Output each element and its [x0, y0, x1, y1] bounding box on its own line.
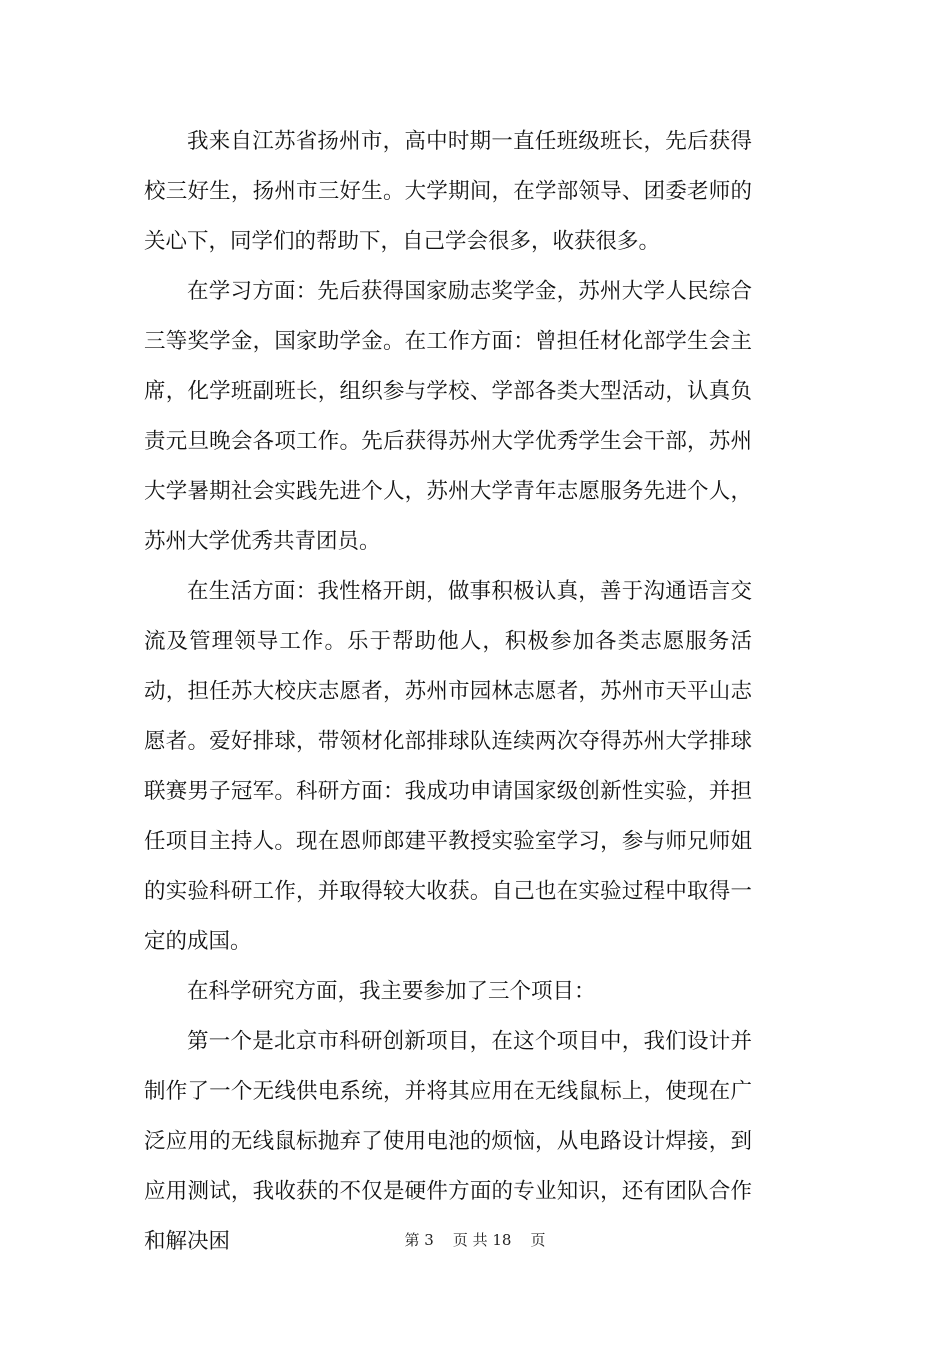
paragraph-intro: 我来自江苏省扬州市，高中时期一直任班级班长，先后获得校三好生，扬州市三好生。大学期间，在学部领导、团委老师的关心下，同学们的帮助下，自己学会很多，收获很多。 [144, 129, 752, 254]
body-text [144, 117, 752, 1267]
page-footer: 第 3 页 共 18 页 [404, 1231, 546, 1249]
paragraph-study-work: 在学习方面：先后获得国家励志奖学金，苏州大学人民综合三等奖学金，国家助学金。在工作方面：曾担任材化部学生会主席，化学班副班长，组织参与学校、学部各类大型活动，认真负责元旦晚会各项工作。先后获得苏州大学优秀学生会干部，苏州大学暑期社会实践先进个人，苏州大学青年志愿服务先进个人，苏州大学优秀共青团员。 [144, 279, 752, 554]
paragraph-research-intro: 在科学研究方面，我主要参加了三个项目： [187, 979, 596, 1004]
paragraph-life-research: 在生活方面：我性格开朗，做事积极认真，善于沟通语言交流及管理领导工作。乐于帮助他人，积极参加各类志愿服务活动，担任苏大校庆志愿者，苏州市园林志愿者，苏州市天平山志愿者。爱好排球，带领材化部排球队连续两次夺得苏州大学排球联赛男子冠军。科研方面：我成功申请国家级创新性实验，并担任项目主持人。现在恩师郎建平教授实验室学习，参与师兄师姐的实验科研工作，并取得较大收获。自己也在实验过程中取得一定的成国。 [144, 579, 752, 954]
paragraph-project-one: 第一个是北京市科研创新项目，在这个项目中，我们设计并制作了一个无线供电系统，并将其应用在无线鼠标上，使现在广泛应用的无线鼠标抛弃了使用电池的烦恼，从电路设计焊接，到应用测试，我收获的不仅是硬件方面的专业知识，还有团队合作和解决困 [144, 1029, 752, 1254]
